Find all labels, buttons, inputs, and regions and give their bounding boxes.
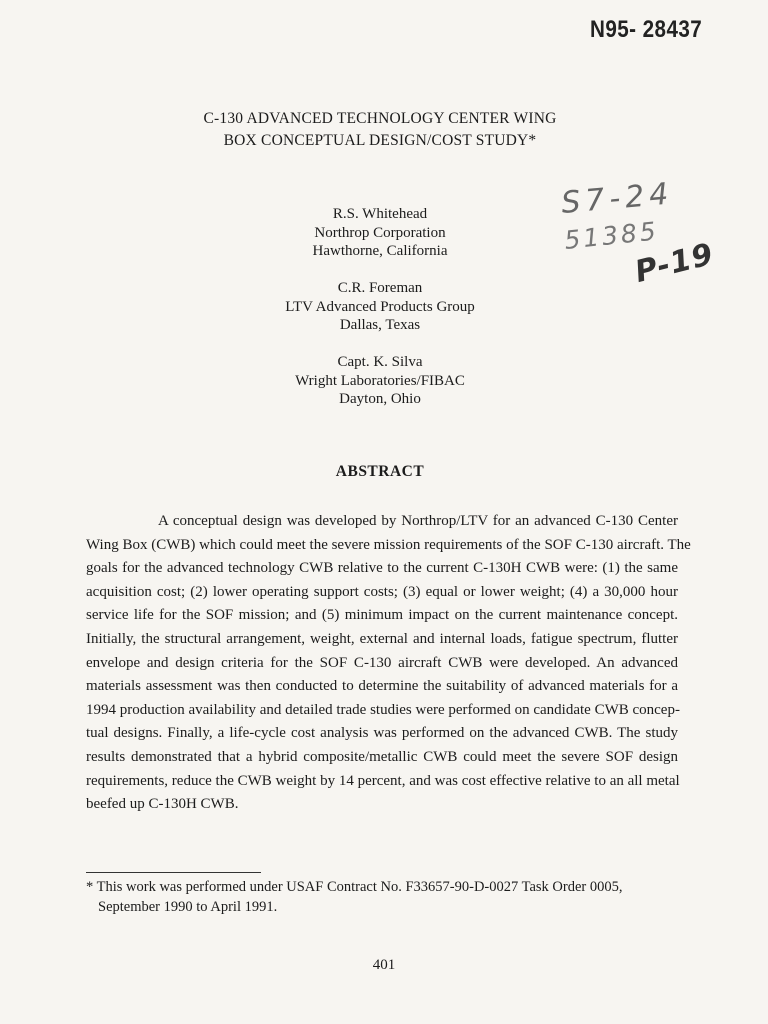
abstract-line: Initially, the structural arrangement, weight, external and internal loads, fatigue spectrum, flutter bbox=[86, 630, 678, 647]
handwritten-annotation: P-19 bbox=[631, 236, 718, 290]
abstract-line: 1994 production availability and detailed trade studies were performed on candidate CWB concep- bbox=[86, 701, 680, 718]
author-name: Capt. K. Silva bbox=[337, 354, 423, 370]
footnote-divider bbox=[86, 872, 261, 873]
abstract-line: beefed up C-130H CWB. bbox=[86, 796, 239, 813]
abstract-line: materials assessment was then conducted to determine the suitability of advanced materials for a bbox=[86, 678, 678, 695]
footnote-line: September 1990 to April 1991. bbox=[98, 899, 278, 915]
author-location: Dallas, Texas bbox=[339, 317, 421, 333]
handwritten-annotation: 51385 bbox=[562, 216, 661, 255]
author-name: R.S. Whitehead bbox=[332, 206, 428, 222]
abstract-line: service life for the SOF mission; and (5) minimum impact on the current maintenance concept. bbox=[86, 607, 678, 624]
abstract-line: acquisition cost; (2) lower operating support costs; (3) equal or lower weight; (4) a 30,000 hour bbox=[86, 583, 678, 600]
abstract-heading: ABSTRACT bbox=[335, 463, 425, 480]
abstract-line: goals for the advanced technology CWB relative to the current C-130H CWB were: (1) the same bbox=[86, 560, 678, 577]
title-line: BOX CONCEPTUAL DESIGN/COST STUDY* bbox=[223, 132, 537, 149]
author-block bbox=[230, 353, 530, 409]
footnote bbox=[86, 877, 706, 917]
author-block bbox=[230, 205, 530, 261]
footnote-line: * This work was performed under USAF Contract No. F33657-90-D-0027 Task Order 0005, bbox=[86, 879, 623, 895]
author-organization: LTV Advanced Products Group bbox=[285, 298, 475, 315]
title-line: C-130 ADVANCED TECHNOLOGY CENTER WING bbox=[203, 110, 557, 127]
abstract-line: envelope and design criteria for the SOF C-130 aircraft CWB were developed. An advanced bbox=[86, 654, 678, 671]
author-organization: Northrop Corporation bbox=[314, 224, 446, 241]
abstract-line: A conceptual design was developed by Northrop/LTV for an advanced C-130 Center bbox=[158, 513, 678, 529]
author-organization: Wright Laboratories/FIBAC bbox=[295, 372, 465, 389]
abstract-body bbox=[86, 510, 691, 817]
abstract-line: requirements, reduce the CWB weight by 14 percent, and was cost effective relative to an all metal bbox=[86, 772, 680, 789]
paper-title bbox=[130, 108, 630, 152]
author-location: Dayton, Ohio bbox=[339, 391, 421, 407]
abstract-line: Wing Box (CWB) which could meet the severe mission requirements of the SOF C-130 aircraft. The bbox=[86, 536, 691, 553]
document-number: N95- 28437 bbox=[590, 16, 703, 43]
author-block bbox=[230, 279, 530, 335]
handwritten-annotation: S7-24 bbox=[559, 176, 675, 221]
page-number: 401 bbox=[372, 957, 396, 973]
author-location: Hawthorne, California bbox=[312, 243, 448, 259]
abstract-line: tual designs. Finally, a life-cycle cost analysis was performed on the advanced CWB. The study bbox=[86, 725, 678, 742]
author-name: C.R. Foreman bbox=[337, 280, 423, 296]
abstract-line: results demonstrated that a hybrid composite/metallic CWB could meet the severe SOF design bbox=[86, 748, 678, 765]
